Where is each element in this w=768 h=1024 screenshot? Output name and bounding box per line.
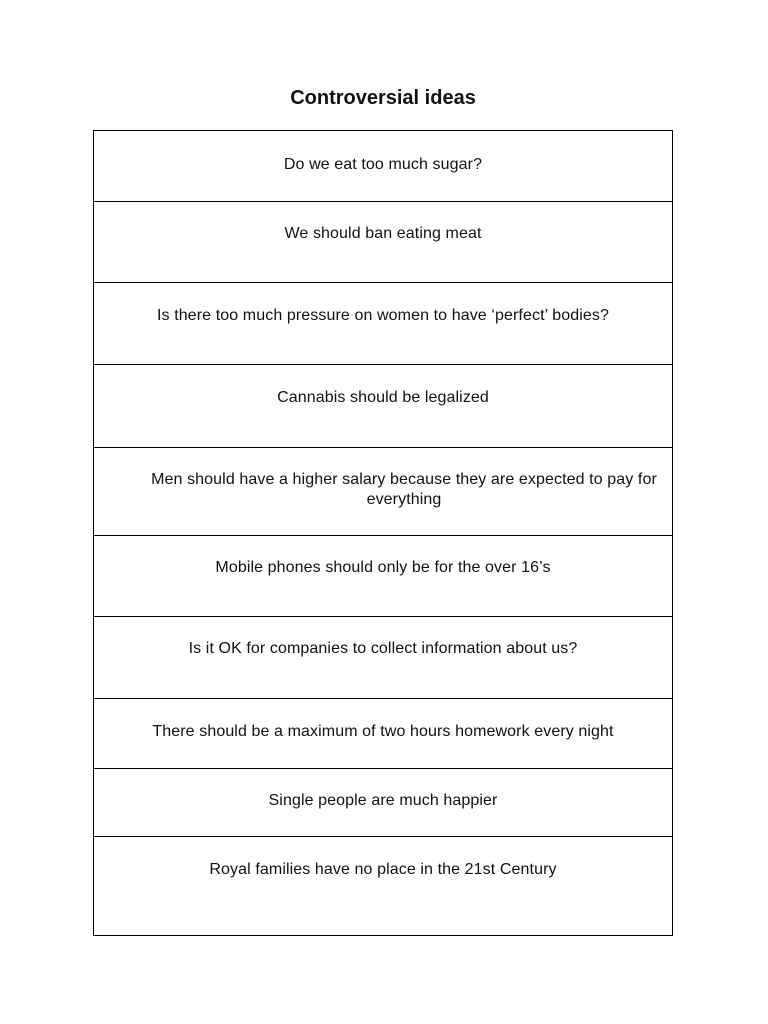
table-row <box>94 131 672 202</box>
row-text: Is there too much pressure on women to have ‘perfect’ bodies? <box>157 307 609 324</box>
table-row <box>94 699 672 769</box>
row-text: Is it OK for companies to collect information about us? <box>188 640 578 657</box>
row-text: There should be a maximum of two hours homework every night <box>152 723 614 740</box>
table-row <box>94 837 672 936</box>
row-text: Royal families have no place in the 21st Century <box>209 861 557 878</box>
row-text: We should ban eating meat <box>284 225 482 242</box>
table-row <box>94 769 672 837</box>
row-text: Men should have a higher salary because they are expected to pay for everything <box>151 471 657 508</box>
row-text: Single people are much happier <box>268 792 498 809</box>
row-text: Do we eat too much sugar? <box>283 156 483 173</box>
ideas-table <box>93 130 673 936</box>
table-row <box>94 448 672 536</box>
row-text: Mobile phones should only be for the over 16’s <box>215 559 551 576</box>
page-title: Controversial ideas <box>290 87 476 109</box>
table-row <box>94 283 672 365</box>
table-row <box>94 202 672 283</box>
table-row <box>94 617 672 699</box>
row-text: Cannabis should be legalized <box>277 389 489 406</box>
table-row <box>94 536 672 617</box>
table-row <box>94 365 672 448</box>
